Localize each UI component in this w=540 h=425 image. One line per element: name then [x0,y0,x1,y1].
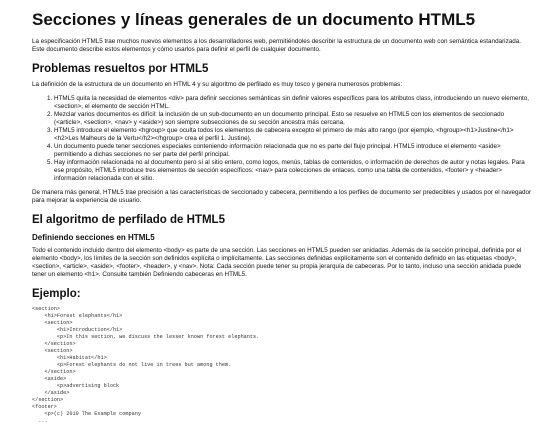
list-item: 2. Mezclar varios documentos es difícil: la inclusión de un sub-documento en un documento principal. Esto se resuelve en HTML5 con los elementos de seccionado (<article>, <section>, <nav> y <aside>) son siempre subsecciones de su sección ancestra más cercana. [54,111,532,127]
sections-heading: Definiendo secciones en HTML5 [32,233,155,242]
sections-paragraph: Todo el contenido incluido dentro del elemento <body> es parte de una sección. Las secciones en HTML5 pueden ser anidadas. Además de la sección principal, definida por el elemento <body>, los límites de la sección son definidos explícita o implícitamente. Las secciones definidas explícitamente son el contenido definido en las etiquetas <body>, <section>, <article>, <aside>, <footer>, <header>, y <nav>. Nota: Cada sección puede tener su propia jerarquía de cabeceras. Por lo tanto, incluso una sección anidada puede tener un elemento <h1>. Consulte también Definiendo cabeceras en HTML5. [32,247,522,278]
problems-list [32,95,532,183]
problems-outro: De manera más general, HTML5 trae precisión a las características de seccionado y cabecera, permitiendo a los perfiles de documento ser predecibles y usados por el navegador para mejorar la experiencia de usuario. [32,189,532,204]
problems-intro: La definición de la estructura de un documento en HTML 4 y su algoritmo de perfilado es muy tosco y genera numerosos problemas: [32,81,403,88]
intro-paragraph: La especificación HTML5 trae muchos nuevos elementos a los desarrolladores web, permitiéndoles describir la estructura de un documento web con semántica estandarizada. Este documento describe estos elementos y cómo usarlos para definir el perfil de cualquier documento. [32,38,521,53]
list-item: 4. Un documento puede tener secciones especiales conteniendo información relacionada que no es parte del flujo principal. HTML5 introduce el elemento <aside> permitiendo a dichas secciones no ser parte del perfil principal. [54,143,532,159]
code-example: <section> <h1>Forest elephants</h1> <section> <h1>Introduction</h1> <p>In this section, we discuss the lesser known forest elephants. </section> <section> <h1>Habitat</h1> <p>Forest elephants do not live in trees but among them. </section> <aside> <p>advertising block </aside> </section> <footer> <p>(c) 2010 The Example company ... [32,306,260,424]
list-item: 1. HTML5 quita la necesidad de elementos <div> para definir secciones semánticas sin definir valores específicos para los atributos class, introduciendo un nuevo elemento, <section>, el elemento de sección HTML. [54,95,532,111]
list-item: 3. HTML5 introduce el elemento <hgroup> que oculta todos los elementos de cabecera excepto el primero de más alto rango (por ejemplo, <hgroup><h1>Justine</h1><h2>Les Malheurs de la Vertu</h2></hgroup> crea el perfil 1. Justine). [54,127,532,143]
problems-heading: Problemas resueltos por HTML5 [32,63,209,75]
list-item: 5. Hay información relacionada no al documento pero sí al sitio entero, como logos, menús, tablas de contenidos, o información de derechos de autor y notas legales. Para ese propósito, HTML5 introduce tres elementos de sección específicos: <nav> para colecciones de enlaces, como una tabla de contenidos, <footer> y <header> información relacionada con el sitio. [54,159,532,183]
page-title: Secciones y líneas generales de un documento HTML5 [32,10,476,29]
example-heading: Ejemplo: [32,288,81,300]
algorithm-heading: El algoritmo de perfilado de HTML5 [32,214,225,226]
